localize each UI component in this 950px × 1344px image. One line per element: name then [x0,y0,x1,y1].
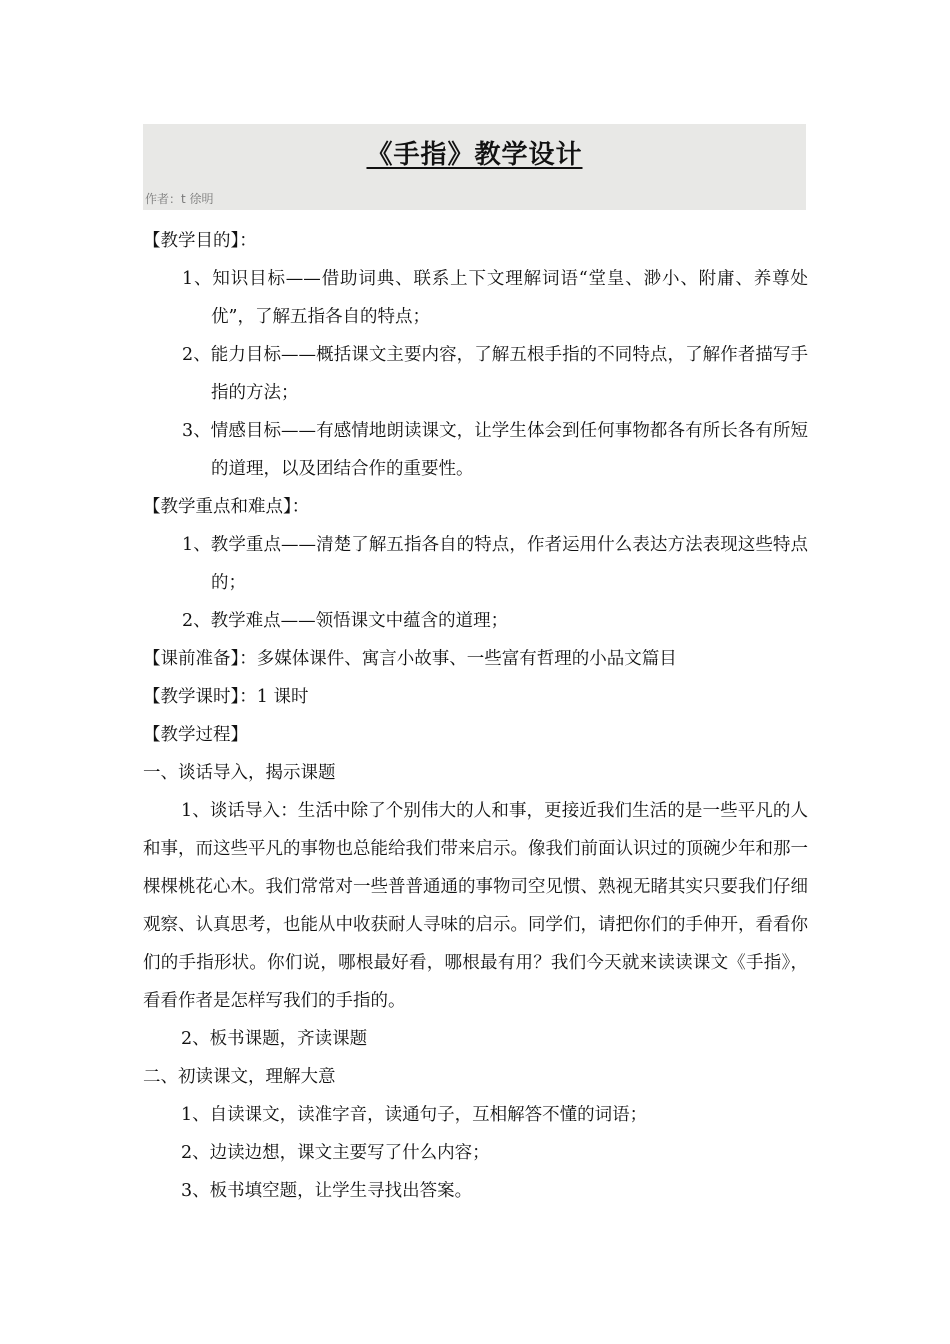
step-item: 2、边读边想，课文主要写了什么内容； [181,1143,490,1163]
key-points-heading: 【教学重点和难点】： [143,497,310,517]
objectives-heading: 【教学目的】： [143,231,257,251]
process-heading: 【教学过程】 [143,725,248,745]
step-item: 3、板书填空题，让学生寻找出答案。 [181,1181,473,1201]
objective-item: 2、能力目标——概括课文主要内容，了解五根手指的不同特点，了解作者描写手指的方法； [182,345,808,403]
document-body [143,222,808,1210]
objective-item: 3、情感目标——有感情地朗读课文，让学生体会到任何事物都各有所长各有所短的道理，以及团结合作的重要性。 [182,421,808,479]
intro-paragraph: 1、谈话导入：生活中除了个别伟大的人和事，更接近我们生活的是一些平凡的人和事，而这些平凡的事物也总能给我们带来启示。像我们前面认识过的顶碗少年和那一棵棵桃花心木。我们常常对一些普普通通的事物司空见惯、熟视无睹其实只要我们仔细观察、认真思考，也能从中收获耐人寻味的启示。同学们，请把你们的手伸开，看看你们的手指形状。你们说，哪根最好看，哪根最有用？我们今天就来读读课文《手指》，看看作者是怎样写我们的手指的。 [143,801,808,1011]
objective-item: 1、知识目标——借助词典、联系上下文理解词语“堂皇、渺小、附庸、养尊处优”，了解五指各自的特点； [182,269,808,327]
hours-line: 【教学课时】：1 课时 [143,687,309,707]
key-point-item: 1、教学重点——清楚了解五指各自的特点，作者运用什么表达方法表现这些特点的； [182,535,808,593]
author-line: 作者：t 徐明 [145,192,214,206]
step-item: 2、板书课题，齐读课题 [181,1029,368,1049]
section-title: 二、初读课文，理解大意 [143,1067,336,1087]
step-item: 1、自读课文，读准字音，读通句子，互相解答不懂的词语； [181,1105,648,1125]
document-title: 《手指》教学设计 [366,140,583,170]
section-title: 一、谈话导入，揭示课题 [143,763,336,783]
key-point-item: 2、教学难点——领悟课文中蕴含的道理； [182,611,509,631]
title-banner [143,124,806,210]
preparation-line: 【课前准备】：多媒体课件、寓言小故事、一些富有哲理的小品文篇目 [143,649,677,669]
